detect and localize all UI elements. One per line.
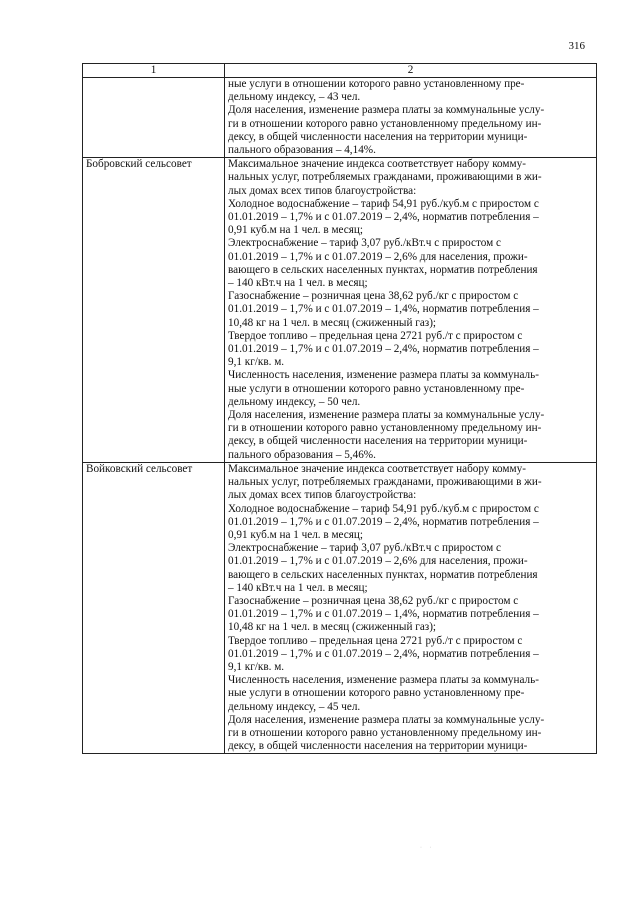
text-line: ги в отношении которого равно установленному предельному ин- bbox=[228, 422, 542, 435]
description-paragraph bbox=[228, 409, 593, 462]
description-paragraph bbox=[228, 290, 593, 330]
page-number: 316 bbox=[568, 40, 585, 52]
table-body bbox=[83, 78, 597, 754]
description-paragraph bbox=[228, 714, 593, 754]
description-paragraph bbox=[228, 198, 593, 238]
text-line: пального образования – 4,14%. bbox=[228, 144, 376, 157]
text-line: 10,48 кг на 1 чел. в месяц (сжиженный газ); bbox=[228, 316, 437, 329]
text-line: Электроснабжение – тариф 3,07 руб./кВт.ч с приростом с bbox=[228, 542, 501, 555]
text-line: 10,48 кг на 1 чел. в месяц (сжиженный газ); bbox=[228, 621, 437, 634]
description-cell bbox=[225, 462, 597, 753]
text-line: нальных услуг, потребляемых гражданами, проживающими в жи- bbox=[228, 476, 542, 489]
text-line: 01.01.2019 – 1,7% и с 01.07.2019 – 1,4%, норматив потребления – bbox=[228, 303, 539, 316]
description-paragraph bbox=[228, 158, 593, 198]
table-row bbox=[83, 158, 597, 463]
description-cell bbox=[225, 158, 597, 463]
text-line: Численность населения, изменение размера платы за коммуналь- bbox=[228, 369, 539, 382]
text-line: Газоснабжение – розничная цена 38,62 руб./кг с приростом с bbox=[228, 290, 519, 303]
text-line: дексу, в общей численности населения на территории муници- bbox=[228, 130, 528, 143]
description-paragraph bbox=[228, 595, 593, 635]
text-line: Газоснабжение – розничная цена 38,62 руб./кг с приростом с bbox=[228, 594, 519, 607]
text-line: ные услуги в отношении которого равно установленному пре- bbox=[228, 687, 525, 700]
description-cell bbox=[225, 78, 597, 158]
data-table bbox=[82, 63, 597, 754]
text-line: ги в отношении которого равно установленному предельному ин- bbox=[228, 726, 542, 739]
text-line: 0,91 куб.м на 1 чел. в месяц; bbox=[228, 224, 363, 237]
municipality-name-cell: Войковский сельсовет bbox=[83, 462, 225, 753]
text-line: 0,91 куб.м на 1 чел. в месяц; bbox=[228, 528, 363, 541]
scan-noise: · · bbox=[420, 845, 435, 851]
text-line: 01.01.2019 – 1,7% и с 01.07.2019 – 2,6% для населения, прожи- bbox=[228, 250, 528, 263]
text-line: дельному индексу, – 43 чел. bbox=[228, 91, 361, 104]
table-row bbox=[83, 78, 597, 158]
text-line: ные услуги в отношении которого равно установленному пре- bbox=[228, 78, 525, 90]
text-line: дексу, в общей численности населения на территории муници- bbox=[228, 435, 528, 448]
description-paragraph bbox=[228, 78, 593, 104]
text-line: Численность населения, изменение размера платы за коммуналь- bbox=[228, 674, 539, 687]
text-line: Твердое топливо – предельная цена 2721 руб./т с приростом с bbox=[228, 329, 523, 342]
text-line: 9,1 кг/кв. м. bbox=[228, 660, 285, 673]
municipality-name-cell: Бобровский сельсовет bbox=[83, 158, 225, 463]
text-line: пального образования – 5,46%. bbox=[228, 448, 376, 461]
description-paragraph bbox=[228, 503, 593, 543]
text-line: 01.01.2019 – 1,7% и с 01.07.2019 – 1,4%, норматив потребления – bbox=[228, 608, 539, 621]
text-line: 01.01.2019 – 1,7% и с 01.07.2019 – 2,4%, норматив потребления – bbox=[228, 515, 539, 528]
table-row bbox=[83, 462, 597, 753]
header-row bbox=[83, 64, 597, 78]
text-line: 01.01.2019 – 1,7% и с 01.07.2019 – 2,4%, норматив потребления – bbox=[228, 343, 539, 356]
text-line: – 140 кВт.ч на 1 чел. в месяц; bbox=[228, 277, 368, 290]
text-line: 01.01.2019 – 1,7% и с 01.07.2019 – 2,4%, норматив потребления – bbox=[228, 211, 539, 224]
description-paragraph bbox=[228, 237, 593, 290]
text-line: Твердое топливо – предельная цена 2721 руб./т с приростом с bbox=[228, 634, 523, 647]
text-line: Максимальное значение индекса соответствует набору комму- bbox=[228, 158, 526, 171]
text-line: ные услуги в отношении которого равно установленному пре- bbox=[228, 382, 525, 395]
text-line: дельному индексу, – 45 чел. bbox=[228, 700, 361, 713]
text-line: 01.01.2019 – 1,7% и с 01.07.2019 – 2,6% для населения, прожи- bbox=[228, 555, 528, 568]
text-line: нальных услуг, потребляемых гражданами, проживающими в жи- bbox=[228, 171, 542, 184]
text-line: лых домах всех типов благоустройства: bbox=[228, 184, 417, 197]
municipality-name-cell bbox=[83, 78, 225, 158]
description-paragraph bbox=[228, 542, 593, 595]
text-line: дельному индексу, – 50 чел. bbox=[228, 395, 361, 408]
text-line: – 140 кВт.ч на 1 чел. в месяц; bbox=[228, 581, 368, 594]
text-line: ги в отношении которого равно установленному предельному ин- bbox=[228, 117, 542, 130]
text-line: вающего в сельских населенных пунктах, норматив потребления bbox=[228, 263, 538, 276]
text-line: Максимальное значение индекса соответствует набору комму- bbox=[228, 462, 526, 475]
text-line: 9,1 кг/кв. м. bbox=[228, 356, 285, 369]
column-header-2: 2 bbox=[225, 64, 597, 78]
description-paragraph bbox=[228, 674, 593, 714]
description-paragraph bbox=[228, 463, 593, 503]
text-line: 01.01.2019 – 1,7% и с 01.07.2019 – 2,4%, норматив потребления – bbox=[228, 647, 539, 660]
column-header-1: 1 bbox=[83, 64, 225, 78]
description-paragraph bbox=[228, 369, 593, 409]
description-paragraph bbox=[228, 330, 593, 370]
text-line: Доля населения, изменение размера платы за коммунальные услу- bbox=[228, 713, 545, 726]
text-line: Холодное водоснабжение – тариф 54,91 руб./куб.м с приростом с bbox=[228, 502, 539, 515]
description-paragraph bbox=[228, 635, 593, 675]
text-line: Холодное водоснабжение – тариф 54,91 руб./куб.м с приростом с bbox=[228, 197, 539, 210]
text-line: Доля населения, изменение размера платы за коммунальные услу- bbox=[228, 104, 545, 117]
text-line: лых домах всех типов благоустройства: bbox=[228, 489, 417, 502]
text-line: дексу, в общей численности населения на территории муници- bbox=[228, 740, 528, 753]
text-line: Доля населения, изменение размера платы за коммунальные услу- bbox=[228, 409, 545, 422]
table-header bbox=[83, 64, 597, 78]
text-line: вающего в сельских населенных пунктах, норматив потребления bbox=[228, 568, 538, 581]
description-paragraph bbox=[228, 104, 593, 157]
text-line: Электроснабжение – тариф 3,07 руб./кВт.ч с приростом с bbox=[228, 237, 501, 250]
